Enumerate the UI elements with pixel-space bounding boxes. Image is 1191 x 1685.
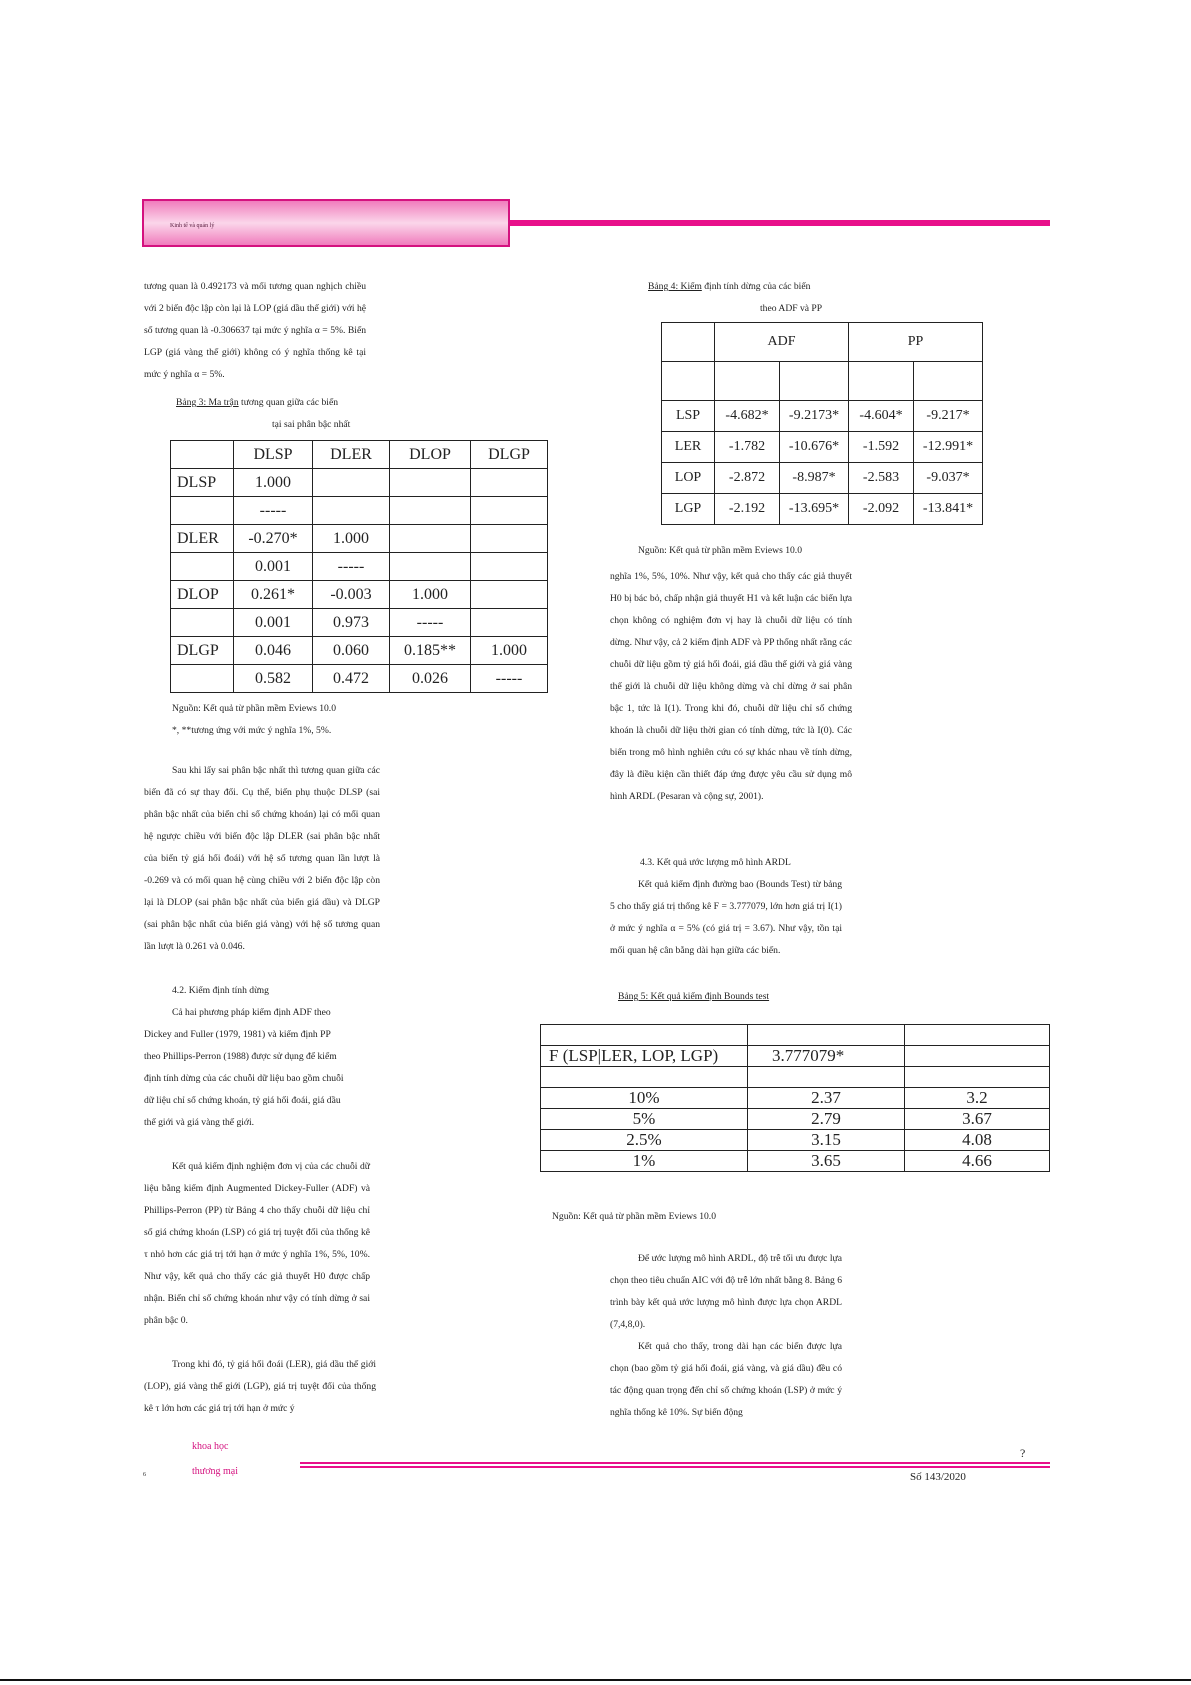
table4-cell: -10.676*: [780, 432, 849, 463]
scan-edge-bar: [0, 1679, 1191, 1681]
table5-row: [541, 1088, 1050, 1109]
table5-cell: 10%: [541, 1088, 748, 1109]
table5-source: Nguồn: Kết quả từ phần mềm Eviews 10.0: [552, 1211, 717, 1222]
footer-rule-1: [300, 1462, 1050, 1464]
journal-label: Kinh tế và quản lý: [170, 223, 215, 229]
table3-row: [171, 553, 548, 581]
table3-cell: -----: [313, 553, 390, 581]
table4-cell: LSP: [662, 401, 715, 432]
table4-cell: -13.695*: [780, 494, 849, 525]
table4-caption-line2: theo ADF và PP: [760, 303, 823, 314]
table3-cell: 1.000: [234, 469, 313, 497]
table5-row: [541, 1109, 1050, 1130]
table3-cell: [471, 581, 548, 609]
table4-cell: -2.092: [849, 494, 914, 525]
table5-cell: 4.08: [905, 1130, 1050, 1151]
table3-cell: 0.261*: [234, 581, 313, 609]
table4-cell: -8.987*: [780, 463, 849, 494]
table4-cell: LGP: [662, 494, 715, 525]
table3-cell: 0.001: [234, 609, 313, 637]
table5-cell: 1%: [541, 1151, 748, 1172]
table3-header-cell: DLGP: [471, 441, 548, 469]
table4-cell: -9.217*: [914, 401, 983, 432]
table3-row: [171, 581, 548, 609]
table4-caption-rest: định tính dừng của các biến: [701, 281, 811, 292]
table5-cell: 3.2: [905, 1088, 1050, 1109]
adf-group-header: ADF: [715, 323, 849, 362]
table3-cell: 0.973: [313, 609, 390, 637]
left-paragraph-4: Kết quả kiểm định nghiệm đơn vị của các chuỗi dữ liệu bằng kiểm định Augmented Dickey-Fuller (ADF) và Phillips-Perron (PP) từ Bảng 4 cho thấy chuỗi dữ liệu chỉ số giá chứng khoán (LSP) có giá trị tuyệt đối của thống kê τ nhỏ hơn các giá trị tới hạn ở mức ý nghĩa 1%, 5%, 10%. Như vậy, kết quả cho thấy các giả thuyết H0 được chấp nhận. Biến chỉ số chứng khoán như vậy có tính dừng ở sai phân bậc 0.: [144, 1161, 370, 1326]
f-stat-label: F (LSP|LER, LOP, LGP): [541, 1046, 748, 1067]
table3-cell: 0.046: [234, 637, 313, 665]
page-number: ?: [1020, 1446, 1026, 1460]
table3-cell: -----: [390, 609, 471, 637]
table5-cell: 3.15: [748, 1130, 905, 1151]
table5-cell: 4.66: [905, 1151, 1050, 1172]
section-4-2-heading: 4.2. Kiểm định tính dừng: [172, 985, 269, 996]
table4-cell: -9.2173*: [780, 401, 849, 432]
table3-row: [171, 469, 548, 497]
table3-cell: [390, 469, 471, 497]
table3-cell: [171, 553, 234, 581]
table3-cell: [313, 497, 390, 525]
table3-cell: DLSP: [171, 469, 234, 497]
table3-cell: -----: [234, 497, 313, 525]
table5-cell: 2.37: [748, 1088, 905, 1109]
table4-cell: LER: [662, 432, 715, 463]
table3-cell: DLGP: [171, 637, 234, 665]
table4-row: [662, 401, 983, 432]
table5-row: [541, 1130, 1050, 1151]
table3-cell: [171, 665, 234, 693]
pp-group-header: PP: [849, 323, 983, 362]
bounds-test-table: [540, 1024, 1050, 1172]
table3-cell: [171, 609, 234, 637]
table3-header-cell: [171, 441, 234, 469]
table3-row: [171, 637, 548, 665]
brand-line-2: thương mại: [192, 1466, 238, 1477]
section-4-3-heading: 4.3. Kết quả ước lượng mô hình ARDL: [640, 857, 791, 868]
table5-cell: 2.79: [748, 1109, 905, 1130]
brand-line-1: khoa học: [192, 1441, 229, 1452]
table3-cell: [471, 609, 548, 637]
table4-source: Nguồn: Kết quả từ phần mềm Eviews 10.0: [638, 545, 803, 556]
table3-header-cell: DLOP: [390, 441, 471, 469]
table4-cell: -2.872: [715, 463, 780, 494]
table5-caption-text: Bảng 5: Kết quả kiểm định Bounds test: [618, 991, 770, 1002]
left-paragraph-2: Sau khi lấy sai phân bậc nhất thì tương quan giữa các biến đã có sự thay đổi. Cụ thể, biến phụ thuộc DLSP (sai phân bậc nhất của biến chỉ số chứng khoán) lại có mối quan hệ ngược chiều với biến độc lập DLER (sai phân bậc nhất của biến tỷ giá hối đoái) với hệ số tương quan lần lượt là -0.269 và có mối quan hệ cùng chiều với 2 biến độc lập còn lại là DLOP (sai phân bậc nhất của biến giá dầu) và DLGP (sai phân bậc nhất của biến giá vàng) với hệ số tương quan lần lượt là 0.261 và 0.046.: [144, 765, 380, 952]
footer-rule-2: [300, 1466, 1050, 1468]
footer-mark: 6: [143, 1472, 146, 1478]
table3-cell: 1.000: [313, 525, 390, 553]
right-paragraph-1: nghĩa 1%, 5%, 10%. Như vậy, kết quả cho thấy các giả thuyết H0 bị bác bỏ, chấp nhận giả thuyết H1 và kết luận các biến lựa chọn không có nghiệm đơn vị hay là chuỗi dữ liệu có tính dừng. Như vậy, cả 2 kiểm định ADF và PP thống nhất rằng các chuỗi dữ liệu gồm tỷ giá hối đoái, giá dầu thế giới và giá vàng thế giới là chuỗi dữ liệu không dừng và chỉ dừng ở sai phân bậc 1, tức là I(1). Trong khi đó, chuỗi dữ liệu chỉ số chứng khoán là chuỗi dữ liệu thời gian có tính dừng, tức là I(0). Các biến trong mô hình nghiên cứu có sự khác nhau về tính dừng, đây là điều kiện cần thiết đáp ứng được yêu cầu sử dụng mô hình ARDL (Pesaran và cộng sự, 2001).: [610, 571, 852, 802]
table3-cell: [313, 469, 390, 497]
table3-cell: [471, 525, 548, 553]
table5-cell: 3.67: [905, 1109, 1050, 1130]
table3-cell: 0.060: [313, 637, 390, 665]
issue-number: Số 143/2020: [910, 1471, 966, 1483]
table3-row: [171, 665, 548, 693]
table4-cell: -1.592: [849, 432, 914, 463]
table3-cell: [390, 553, 471, 581]
table3-cell: 1.000: [471, 637, 548, 665]
table4-caption: [648, 276, 810, 298]
table3-row: [171, 525, 548, 553]
table3-caption-label: Bảng 3: Ma trận: [176, 397, 239, 408]
table3-cell: -----: [471, 665, 548, 693]
table4-cell: -2.192: [715, 494, 780, 525]
table3-cell: 1.000: [390, 581, 471, 609]
table3-row: [171, 609, 548, 637]
table3-cell: DLER: [171, 525, 234, 553]
table4-row: [662, 494, 983, 525]
table4-row: [662, 463, 983, 494]
table4-cell: -2.583: [849, 463, 914, 494]
table3-caption-rest: tương quan giữa các biến: [238, 397, 339, 408]
table3-cell: -0.270*: [234, 525, 313, 553]
table5-row: [541, 1151, 1050, 1172]
table4-cell: -4.604*: [849, 401, 914, 432]
table3-note: *, **tương ứng với mức ý nghĩa 1%, 5%.: [172, 725, 332, 736]
table3-cell: [390, 525, 471, 553]
journal-header-banner: [142, 199, 510, 247]
left-paragraph-3: Cả hai phương pháp kiểm định ADF theo Dickey and Fuller (1979, 1981) và kiểm định PP theo Phillips-Perron (1988) được sử dụng để kiểm định tính dừng của các chuỗi dữ liệu bao gồm chuỗi dữ liệu chỉ số chứng khoán, tỷ giá hối đoái, giá dầu thế giới và giá vàng thế giới.: [144, 1007, 344, 1128]
table3-cell: [390, 497, 471, 525]
table4-row: [662, 432, 983, 463]
table4-cell: LOP: [662, 463, 715, 494]
left-paragraph-1: tương quan là 0.492173 và mối tương quan nghịch chiều với 2 biến độc lập còn lại là LOP (giá dầu thế giới) với hệ số tương quan là -0.306637 tại mức ý nghĩa α = 5%. Biến LGP (giá vàng thế giới) không có ý nghĩa thống kê tại mức ý nghĩa α = 5%.: [144, 281, 366, 380]
table3-cell: 0.582: [234, 665, 313, 693]
table3-cell: 0.026: [390, 665, 471, 693]
correlation-matrix-table: [170, 440, 548, 693]
stationarity-test-table: [661, 322, 983, 525]
table3-header-cell: DLSP: [234, 441, 313, 469]
table3-header-cell: DLER: [313, 441, 390, 469]
f-stat-value: 3.777079*: [748, 1046, 905, 1067]
table3-cell: [471, 553, 548, 581]
table3-cell: [171, 497, 234, 525]
table3-cell: 0.472: [313, 665, 390, 693]
right-paragraph-3: Để ước lượng mô hình ARDL, độ trễ tối ưu được lựa chọn theo tiêu chuẩn AIC với độ trễ lớn nhất bằng 8. Bảng 6 trình bày kết quả ước lượng mô hình được lựa chọn ARDL (7,4,8,0).: [610, 1253, 842, 1330]
table3-source: Nguồn: Kết quả từ phần mềm Eviews 10.0: [172, 703, 337, 714]
table4-cell: -4.682*: [715, 401, 780, 432]
table3-cell: 0.001: [234, 553, 313, 581]
table3-cell: [471, 497, 548, 525]
right-paragraph-4: Kết quả cho thấy, trong dài hạn các biến được lựa chọn (bao gồm tỷ giá hối đoái, giá vàng, và giá dầu) đều có tác động quan trọng đến chỉ số chứng khoán (LSP) ở mức ý nghĩa thống kê 10%. Sự biến động: [610, 1341, 842, 1418]
table4-cell: -9.037*: [914, 463, 983, 494]
table3-row: [171, 497, 548, 525]
table5-cell: 3.65: [748, 1151, 905, 1172]
table3-cell: 0.185**: [390, 637, 471, 665]
right-paragraph-2: Kết quả kiểm định đường bao (Bounds Test) từ bảng 5 cho thấy giá trị thống kê F = 3.777079, lớn hơn giá trị I(1) ở mức ý nghĩa α = 5% (có giá trị = 3.67). Như vậy, tồn tại mối quan hệ cân bằng dài hạn giữa các biến.: [610, 879, 842, 956]
table5-caption: [618, 986, 769, 1008]
table3-cell: DLOP: [171, 581, 234, 609]
header-rule: [510, 220, 1050, 226]
table3-cell: -0.003: [313, 581, 390, 609]
table3-caption: [176, 392, 338, 414]
table5-cell: 2.5%: [541, 1130, 748, 1151]
left-paragraph-5: Trong khi đó, tỷ giá hối đoái (LER), giá dầu thế giới (LOP), giá vàng thế giới (LGP), giá trị tuyệt đối của thống kê τ lớn hơn các giá trị tới hạn ở mức ý: [144, 1359, 376, 1414]
table3-caption-line2: tại sai phân bậc nhất: [272, 419, 351, 430]
table4-cell: -13.841*: [914, 494, 983, 525]
table3-cell: [471, 469, 548, 497]
table4-cell: -1.782: [715, 432, 780, 463]
table4-cell: -12.991*: [914, 432, 983, 463]
table4-caption-label: Bảng 4: Kiểm: [648, 281, 702, 292]
table5-cell: 5%: [541, 1109, 748, 1130]
